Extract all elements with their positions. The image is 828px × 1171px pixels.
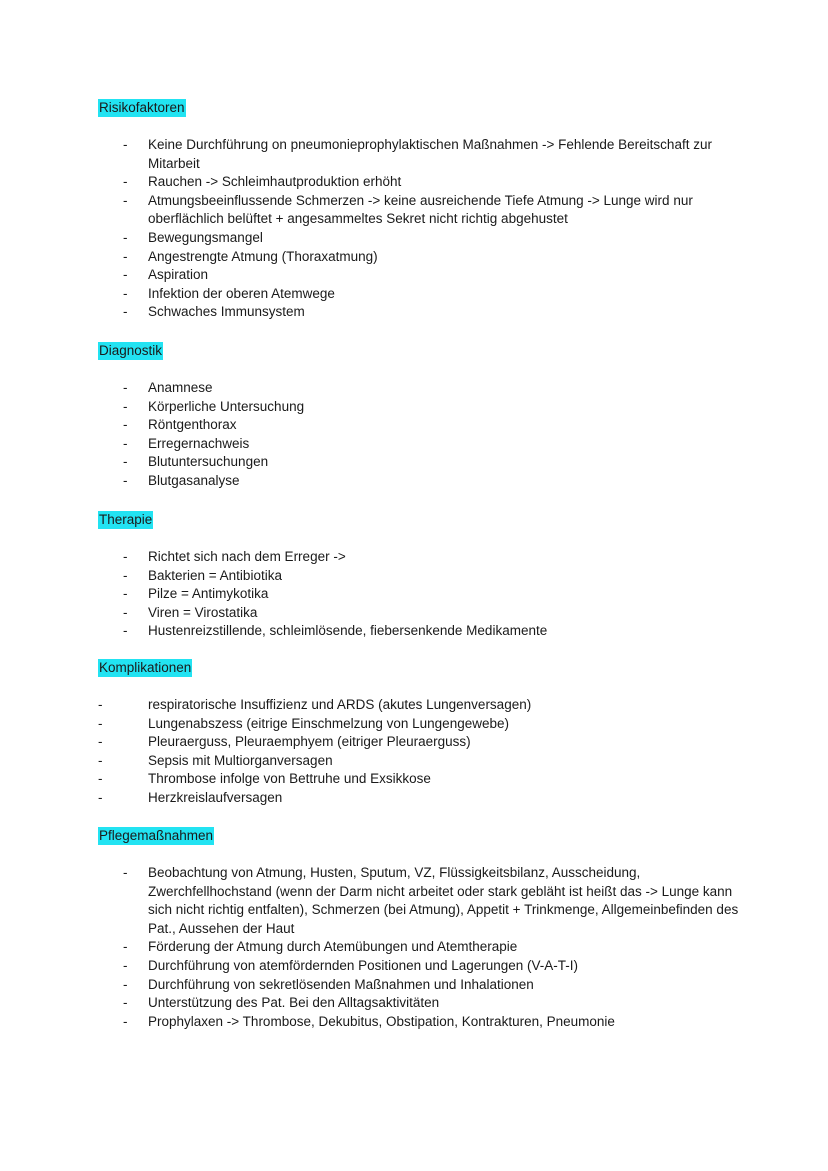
list-item: - Sepsis mit Multiorganversagen — [98, 752, 333, 768]
section-heading: Diagnostik — [99, 343, 163, 358]
list-item: - Viren = Virostatika — [123, 604, 258, 620]
list-item: - Unterstützung des Pat. Bei den Alltagsaktivitäten — [123, 995, 440, 1011]
list-item: - Förderung der Atmung durch Atemübungen und Atemtherapie — [123, 939, 518, 955]
bullet-list — [98, 696, 748, 808]
section-diagnostik — [98, 342, 748, 491]
section-heading: Pflegemaßnahmen — [99, 828, 214, 843]
list-item: - Angestrengte Atmung (Thoraxatmung) — [123, 248, 378, 264]
list-item: - Hustenreizstillende, schleimlösende, fiebersenkende Medikamente — [123, 623, 548, 639]
list-item: - Pilze = Antimykotika — [123, 586, 269, 602]
bullet-list — [98, 864, 748, 1031]
section-heading: Therapie — [99, 512, 153, 527]
list-item: - Körperliche Untersuchung — [123, 398, 305, 414]
bullet-list — [98, 136, 748, 322]
list-item: - Thrombose infolge von Bettruhe und Exsikkose — [98, 771, 431, 787]
list-item: - respiratorische Insuffizienz und ARDS (akutes Lungenversagen) — [98, 697, 532, 712]
list-item: - Blutgasanalyse — [123, 472, 240, 488]
list-item: - Rauchen -> Schleimhautproduktion erhöht — [123, 174, 402, 190]
list-item: - Bakterien = Antibiotika — [123, 567, 282, 583]
list-item: - Richtet sich nach dem Erreger -> — [123, 549, 346, 564]
list-item: - Beobachtung von Atmung, Husten, Sputum, VZ, Flüssigkeitsbilanz, Ausscheidung, Zwerchfellhochstand (wenn der Darm nicht arbeitet oder stark gebläht ist heißt das -> Lunge kann sich nicht richtig entfalten), Schmerzen (bei Atmung), Appetit + Trinkmenge, Allgemeinbefinden des Pat., Aussehen der Haut — [123, 865, 739, 936]
list-item: - Schwaches Immunsystem — [123, 304, 305, 320]
list-item: - Bewegungsmangel — [123, 229, 263, 245]
list-item: - Keine Durchführung on pneumonieprophylaktischen Maßnahmen -> Fehlende Bereitschaft zur Mitarbeit — [123, 137, 712, 171]
section-risikofaktoren — [98, 99, 748, 322]
bullet-list — [98, 548, 748, 641]
list-item: - Erregernachweis — [123, 435, 250, 451]
list-item: - Aspiration — [123, 267, 209, 283]
list-item: - Durchführung von sekretlösenden Maßnahmen und Inhalationen — [123, 976, 534, 992]
section-heading: Komplikationen — [99, 660, 192, 675]
list-item: - Pleuraerguss, Pleuraemphyem (eitriger Pleuraerguss) — [98, 734, 471, 750]
list-item: - Blutuntersuchungen — [123, 454, 269, 470]
bullet-list — [98, 379, 748, 491]
section-therapie — [98, 511, 748, 641]
list-item: - Herzkreislaufversagen — [98, 789, 283, 805]
list-item: - Prophylaxen -> Thrombose, Dekubitus, Obstipation, Kontrakturen, Pneumonie — [123, 1013, 615, 1029]
section-pflegemassnahmen — [98, 827, 748, 1031]
section-komplikationen — [98, 659, 748, 808]
list-item: - Anamnese — [123, 380, 213, 395]
list-item: - Röntgenthorax — [123, 417, 237, 433]
list-item: - Lungenabszess (eitrige Einschmelzung von Lungengewebe) — [98, 715, 509, 731]
list-item: - Infektion der oberen Atemwege — [123, 285, 335, 301]
list-item: - Durchführung von atemfördernden Positionen und Lagerungen (V-A-T-I) — [123, 957, 579, 973]
section-heading: Risikofaktoren — [99, 100, 185, 115]
list-item: - Atmungsbeeinflussende Schmerzen -> keine ausreichende Tiefe Atmung -> Lunge wird nur oberflächlich belüftet + angesammeltes Sekret nicht richtig abgehustet — [123, 192, 693, 227]
